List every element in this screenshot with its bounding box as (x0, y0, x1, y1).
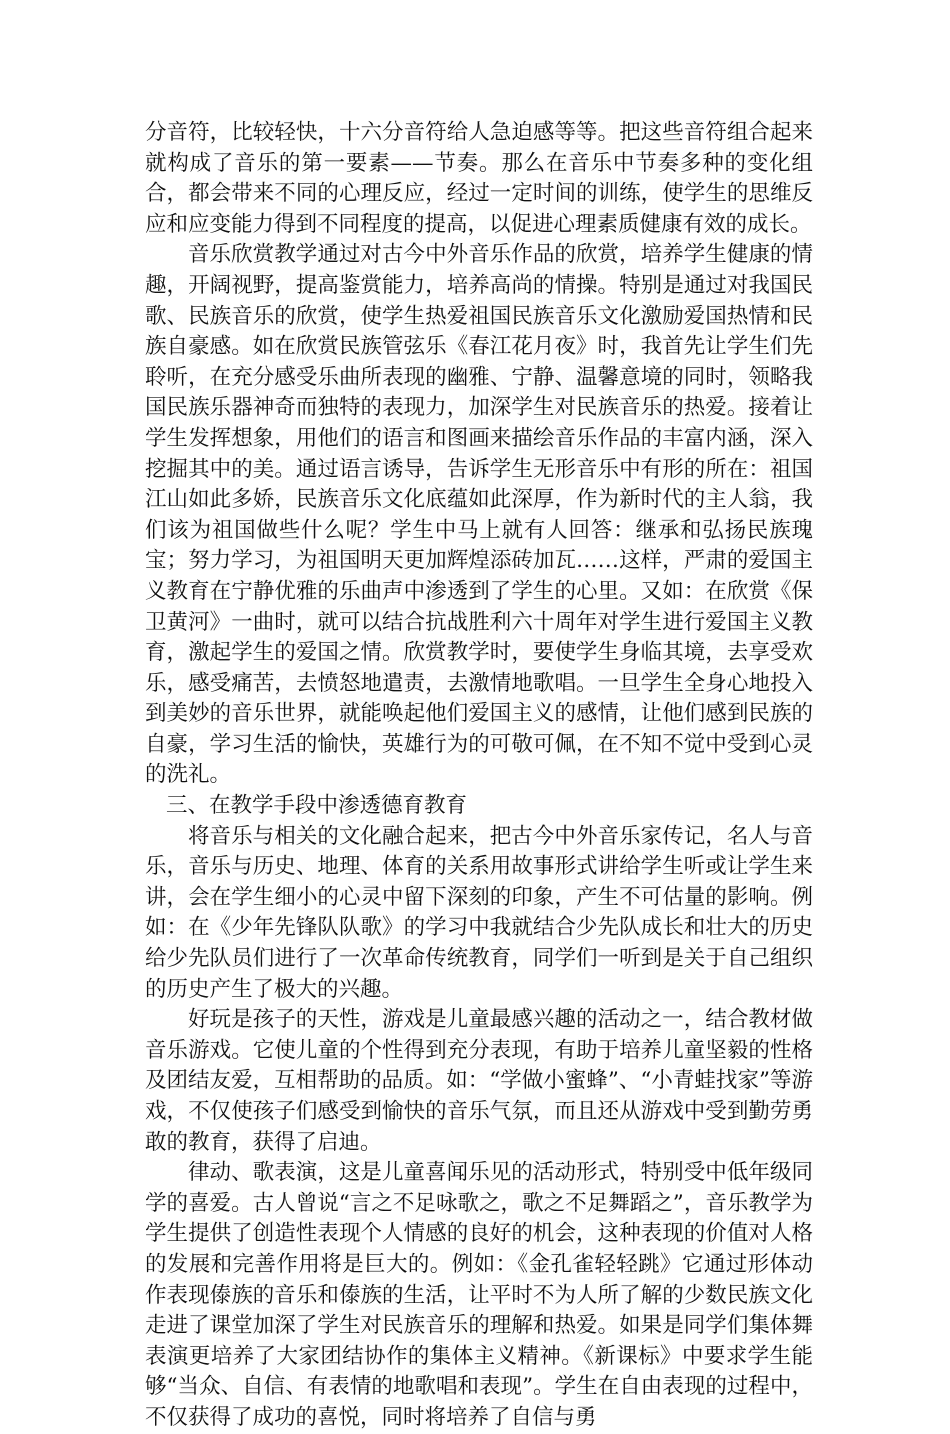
paragraph-continuation: 分音符，比较轻快，十六分音符给人急迫感等等。把这些音符组合起来就构成了音乐的第一要素——节奏。那么在音乐中节奏多种的变化组合，都会带来不同的心理反应，经过一定时间的训练，使学生的思维反应和应变能力得到不同程度的提高，以促进心理素质健康有效的成长。 (145, 120, 813, 237)
paragraph-music-games: 好玩是孩子的天性，游戏是儿童最感兴趣的活动之一，结合教材做音乐游戏。它使儿童的个性得到充分表现，有助于培养儿童坚毅的性格及团结友爱，互相帮助的品质。如：“学做小蜜蜂”、“小青蛙找家”等游戏，不仅使孩子们感受到愉快的音乐气氛，而且还从游戏中受到勤劳勇敢的教育，获得了启迪。 (145, 1007, 813, 1155)
body-text (145, 118, 813, 1434)
section-heading-3: 三、在教学手段中渗透德育教育 (166, 793, 468, 819)
paragraph-music-appreciation: 音乐欣赏教学通过对古今中外音乐作品的欣赏，培养学生健康的情趣，开阔视野，提高鉴赏能力，培养高尚的情操。特别是通过对我国民歌、民族音乐的欣赏，使学生热爱祖国民族音乐文化激励爱国热情和民族自豪感。如在欣赏民族管弦乐《春江花月夜》时，我首先让学生们先聆听，在充分感受乐曲所表现的幽雅、宁静、温馨意境的同时，领略我国民族乐器神奇而独特的表现力，加深学生对民族音乐的热爱。接着让学生发挥想象，用他们的语言和图画来描绘音乐作品的丰富内涵，深入挖掘其中的美。通过语言诱导，告诉学生无形音乐中有形的所在：祖国江山如此多娇，民族音乐文化底蕴如此深厚，作为新时代的主人翁，我们该为祖国做些什么呢？学生中马上就有人回答：继承和弘扬民族瑰宝；努力学习，为祖国明天更加辉煌添砖加瓦……这样，严肃的爱国主义教育在宁静优雅的乐曲声中渗透到了学生的心里。又如：在欣赏《保卫黄河》一曲时，就可以结合抗战胜利六十周年对学生进行爱国主义教育，激起学生的爱国之情。欣赏教学时，要使学生身临其境，去享受欢乐，感受痛苦，去愤怒地遣责，去激情地歌唱。一旦学生全身心地投入到美妙的音乐世界，就能唤起他们爱国主义的感情，让他们感到民族的自豪，学习生活的愉快，英雄行为的可敬可佩，在不知不觉中受到心灵的洗礼。 (145, 242, 813, 788)
paragraph-culture-fusion: 将音乐与相关的文化融合起来，把古今中外音乐家传记，名人与音乐，音乐与历史、地理、体育的关系用故事形式讲给学生听或让学生来讲，会在学生细小的心灵中留下深刻的印象，产生不可估量的影响。例如：在《少年先锋队队歌》的学习中我就结合少先队成长和壮大的历史给少先队员们进行了一次革命传统教育，同学们一听到是关于自己组织的历史产生了极大的兴趣。 (145, 823, 813, 1002)
paragraph-dance-performance: 律动、歌表演，这是儿童喜闻乐见的活动形式，特别受中低年级同学的喜爱。古人曾说“言之不足咏歌之，歌之不足舞蹈之”，音乐教学为学生提供了创造性表现个人情感的良好的机会，这种表现的价值对人格的发展和完善作用将是巨大的。例如：《金孔雀轻轻跳》它通过形体动作表现傣族的音乐和傣族的生活，让平时不为人所了解的少数民族文化走进了课堂加深了学生对民族音乐的理解和热爱。如果是同学们集体舞表演更培养了大家团结协作的集体主义精神。《新课标》中要求学生能够“当众、自信、有表情的地歌唱和表现”。学生在自由表现的过程中，不仅获得了成功的喜悦，同时将培养了自信与勇 (145, 1160, 813, 1430)
